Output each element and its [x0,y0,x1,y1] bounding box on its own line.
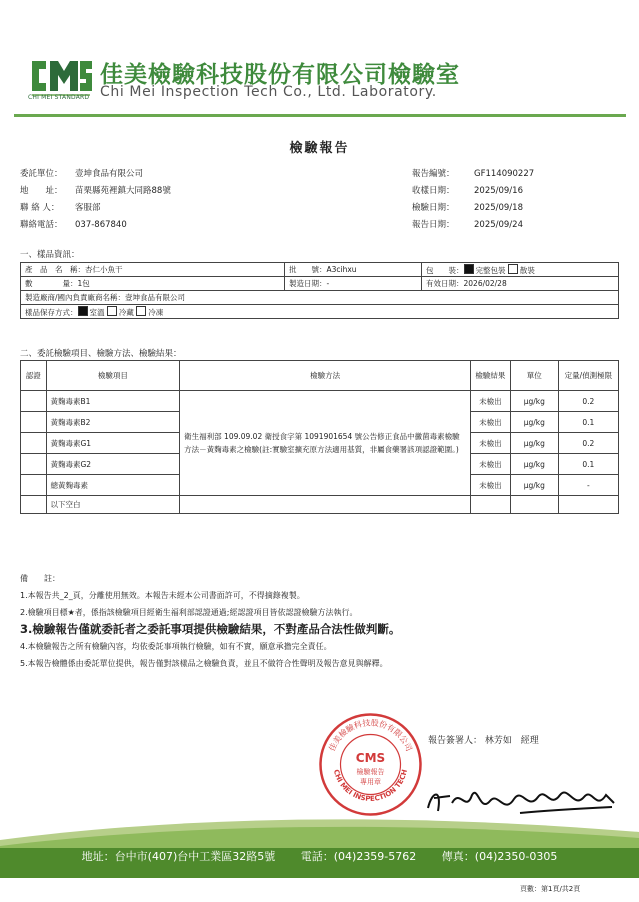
signer [428,733,539,746]
blank-row-label: 以下空白 [46,496,180,514]
received-date-label: 收樣日期： [412,186,455,196]
note-2: 2.檢驗項目標★者，係指該檢驗項目經衛生福利部認證通過;經認證項目皆依認證檢驗方法執行。 [20,608,358,617]
batch-cell [285,263,422,277]
note-4: 4.本檢驗報告之所有檢驗內容，均依委託事項執行檢驗，如有不實，願意承擔完全責任。 [20,642,332,651]
client-address: 苗栗縣苑裡鎮大同路88號 [75,186,171,196]
test-loq: 0.1 [558,412,618,433]
mfg-cell [285,277,422,291]
note-1: 1.本報告共_2_頁，分離使用無效。本報告未經本公司書面許可，不得摘錄複製。 [20,591,305,600]
test-result: 未檢出 [471,475,511,496]
company-seal-icon [318,712,423,817]
issue-date-label: 報告日期： [412,220,455,230]
client-contact: 客服部 [75,203,101,213]
test-loq: 0.2 [558,433,618,454]
svg-text:佳美檢驗科技股份有限公司: 佳美檢驗科技股份有限公司 [327,718,414,753]
col-result-header: 檢驗結果 [471,361,511,391]
notes-title: 備 註： [20,574,60,583]
exp-cell [422,277,619,291]
package-complete-label: 完整包裝 [475,265,506,275]
storage-freeze-checkbox [136,306,146,316]
col-loq-header: 定量/偵測極限 [558,361,618,391]
test-loq: - [558,475,618,496]
client-unit: 壹坤食品有限公司 [75,169,144,179]
footer-address: 台中市(407)台中工業區32路5號 [114,850,276,863]
test-loq: 0.1 [558,454,618,475]
sample-table [20,262,619,319]
package-label: 包 裝： [426,265,464,275]
svg-text:檢驗報告: 檢驗報告 [356,768,385,776]
test-date-label: 檢驗日期： [412,203,455,213]
test-item: 黃麴毒素B2 [46,412,180,433]
test-unit: μg/kg [510,433,558,454]
company-name-zh: 佳美檢驗科技股份有限公司檢驗室 [100,62,460,88]
qty: 1包 [77,279,90,288]
report-title: 檢驗報告 [289,141,350,156]
client-phone: 037-867840 [75,220,127,230]
storage-freeze-label: 冷凍 [148,307,164,317]
package-bulk-label: 散裝 [519,265,535,275]
signer-title: 經理 [520,736,539,746]
package-cell [422,263,619,277]
company-logo-icon [28,55,94,97]
page-number: 頁數：第1頁/共2頁 [520,885,581,893]
maker: 壹坤食品有限公司 [125,293,186,302]
header-divider [14,114,626,117]
col-cert-header: 認證 [21,361,47,391]
issue-date: 2025/09/24 [474,220,523,230]
company-name-en: Chi Mei Inspection Tech Co., Ltd. Laboratory. [100,84,437,100]
col-unit-header: 單位 [510,361,558,391]
maker-cell [21,291,619,305]
signer-label: 報告簽署人： [428,736,483,746]
footer-phone: (04)2359-5762 [333,850,417,863]
test-unit: μg/kg [510,391,558,412]
sample-section-title: 一、樣品資訊： [20,250,80,260]
sample-name-label: 產 品 名 稱： [25,265,85,274]
tests-section-title: 二、委託檢驗項目、檢驗方法、檢驗結果： [20,349,182,359]
test-result: 未檢出 [471,454,511,475]
storage-cell [21,305,619,319]
client-address-label: 地 址： [20,186,63,196]
col-item-header: 檢驗項目 [46,361,180,391]
col-method-header: 檢驗方法 [180,361,471,391]
footer-fax: (04)2350-0305 [474,850,558,863]
test-result: 未檢出 [471,412,511,433]
maker-label: 製造廠商/國內負責廠商名稱： [25,293,126,302]
report-no: GF114090227 [474,169,535,179]
client-unit-label: 委託單位： [20,169,63,179]
table-row [21,391,619,412]
svg-text:CMS: CMS [355,751,386,765]
package-complete-checkbox [464,264,474,274]
client-contact-label: 聯 絡 人： [20,203,60,213]
test-date: 2025/09/18 [474,203,523,213]
qty-label: 數 量： [25,279,78,288]
sample-name-cell [21,263,285,277]
footer-phone-label: 電話： [300,850,334,863]
test-item: 黃麴毒素G1 [46,433,180,454]
batch: A3cihxu [326,265,357,274]
test-result: 未檢出 [471,433,511,454]
storage-label: 樣品保存方式： [25,307,78,317]
test-method: 衛生福利部 109.09.02 衛授食字第 1091901654 號公告修正食品中黴菌毒素檢驗方法－黃麴毒素之檢驗(註:實驗室擴充原方法適用基質，非屬食藥署該項認證範圍。) [180,391,471,496]
table-row [21,496,619,514]
test-item: 黃麴毒素G2 [46,454,180,475]
client-phone-label: 聯絡電話： [20,220,63,230]
storage-fridge-label: 冷藏 [118,307,134,317]
test-item: 黃麴毒素B1 [46,391,180,412]
storage-fridge-checkbox [107,306,117,316]
footer-fax-label: 傳真： [441,850,475,863]
logo-caption: CHI MEI STANDARD [28,94,90,101]
sample-name: 杏仁小魚干 [85,265,123,274]
test-unit: μg/kg [510,412,558,433]
signer-name: 林芳如 [484,736,512,746]
mfg-label: 製造日期： [289,279,327,288]
test-item: 總黃麴毒素 [46,475,180,496]
storage-room-checkbox [78,306,88,316]
exp-date: 2026/02/28 [463,279,507,288]
storage-room-label: 室溫 [89,307,105,317]
note-3: 3.檢驗報告僅就委託者之委託事項提供檢驗結果，不對產品合法性做判斷。 [20,622,401,636]
report-meta [412,166,534,234]
test-unit: μg/kg [510,475,558,496]
report-no-label: 報告編號： [412,169,455,179]
package-bulk-checkbox [508,264,518,274]
svg-text:CHI MEI INSPECTION TECH: CHI MEI INSPECTION TECH [331,768,410,804]
notes [20,570,400,672]
footer-address-label: 地址： [81,850,115,863]
received-date: 2025/09/16 [474,186,523,196]
batch-label: 批 號： [289,265,327,274]
qty-cell [21,277,285,291]
client-info [20,166,171,234]
svg-text:專用章: 專用章 [360,778,381,786]
exp-label: 有效日期： [426,279,464,288]
test-result: 未檢出 [471,391,511,412]
test-loq: 0.2 [558,391,618,412]
mfg-date: - [326,279,330,288]
test-unit: μg/kg [510,454,558,475]
footer-contact [0,848,639,864]
tests-table [20,360,619,514]
note-5: 5.本報告檢體係由委託單位提供，報告僅對該樣品之檢驗負責，並且不做符合性聲明及報告意見與解釋。 [20,659,388,668]
